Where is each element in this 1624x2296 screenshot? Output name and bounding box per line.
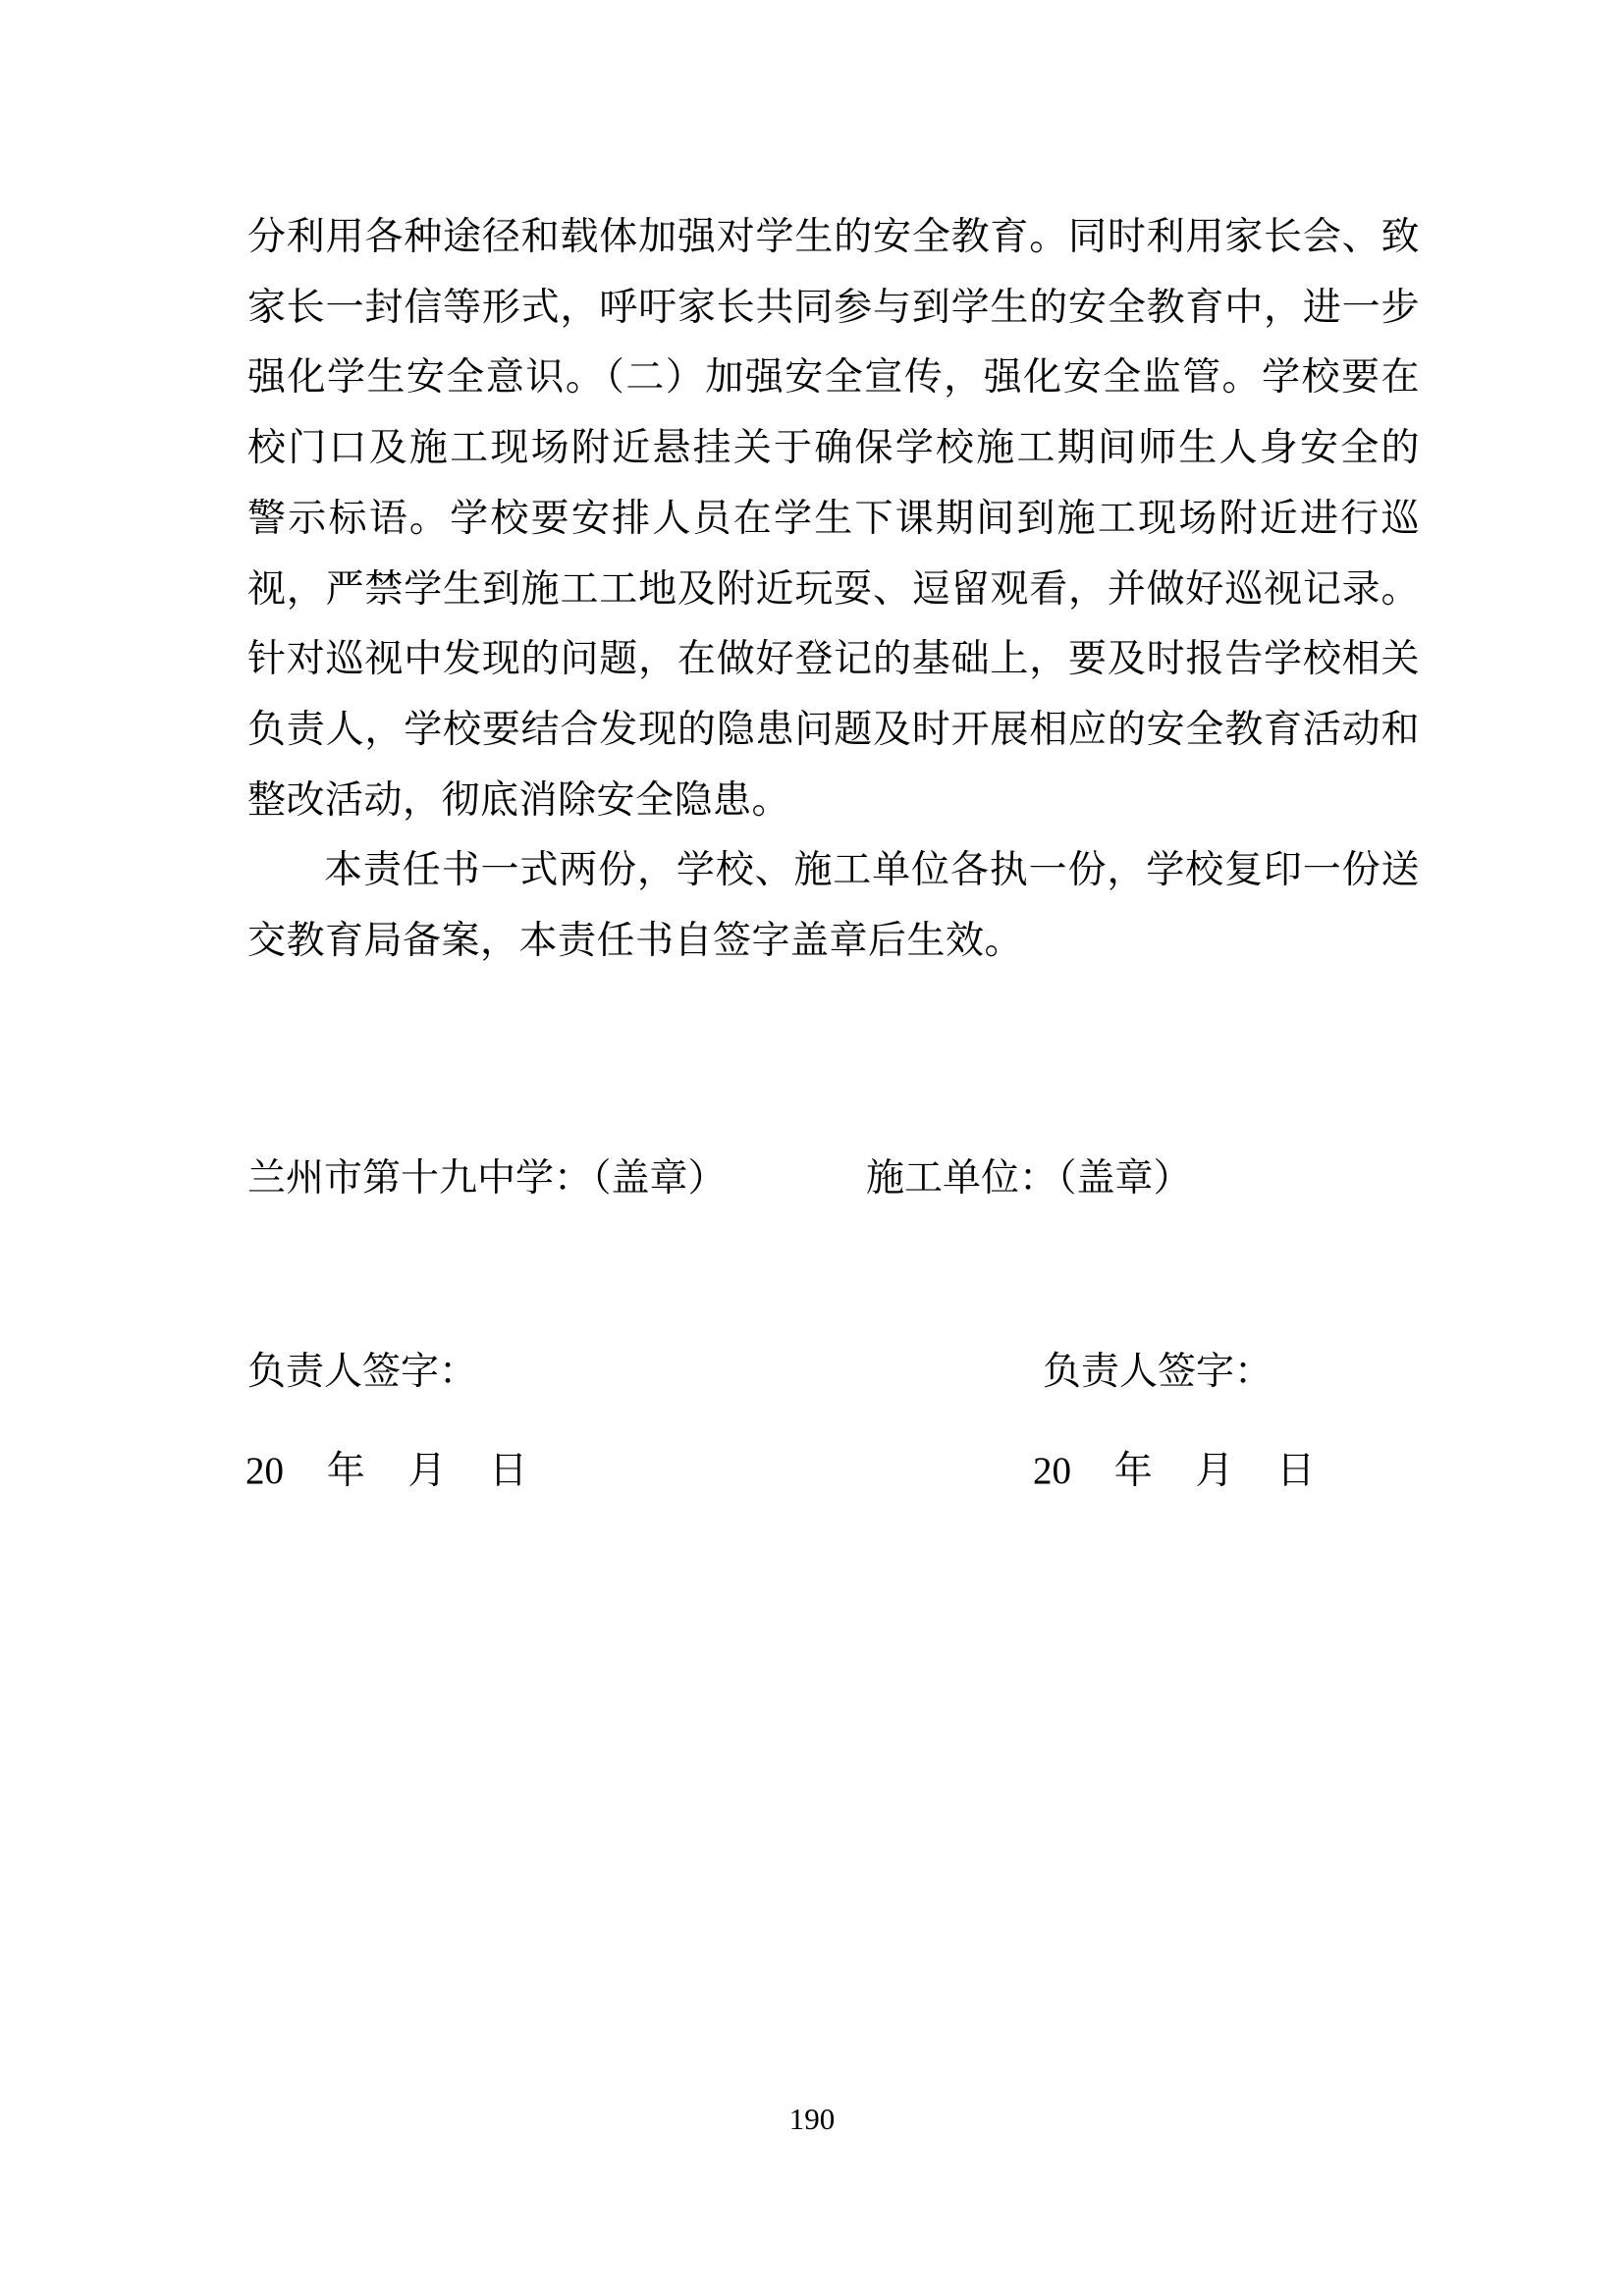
body-line: 校门口及施工现场附近悬挂关于确保学校施工期间师生人身安全的 [247,427,1420,470]
body-line: 本责任书一式两份，学校、施工单位各执一份，学校复印一份送 [324,849,1420,892]
body-line: 家长一封信等形式，呼吁家长共同参与到学生的安全教育中，进一步 [247,286,1420,329]
contractor-stamp-label: 施工单位：（盖章） [866,1157,1192,1200]
page-number: 190 [788,2102,836,2136]
stamp-line [247,1158,1420,1201]
body-line: 交教育局备案，本责任书自签字盖章后生效。 [247,920,1024,963]
contractor-date-line: 20 年 月 日 [1033,1450,1316,1492]
contractor-signer-label: 负责人签字： [1043,1351,1273,1393]
body-line: 强化学生安全意识。（二）加强安全宣传，强化安全监管。学校要在 [247,356,1420,400]
body-line: 分利用各种途径和载体加强对学生的安全教育。同时利用家长会、致 [247,216,1420,258]
body-line: 警示标语。学校要安排人员在学生下课期间到施工现场附近进行巡 [247,497,1420,540]
school-signer-label: 负责人签字： [247,1351,478,1393]
body-line: 负责人，学校要结合发现的隐患问题及时开展相应的安全教育活动和 [247,708,1420,751]
body-line: 整改活动，彻底消除安全隐患。 [247,778,791,822]
school-date-line: 20 年 月 日 [245,1450,528,1492]
body-text [247,202,1420,977]
body-line: 视，严禁学生到施工工地及附近玩耍、逗留观看，并做好巡视记录。 [247,567,1420,611]
school-stamp-label: 兰州市第十九中学：（盖章） [247,1157,727,1200]
body-line: 针对巡视中发现的问题，在做好登记的基础上，要及时报告学校相关 [247,638,1420,681]
